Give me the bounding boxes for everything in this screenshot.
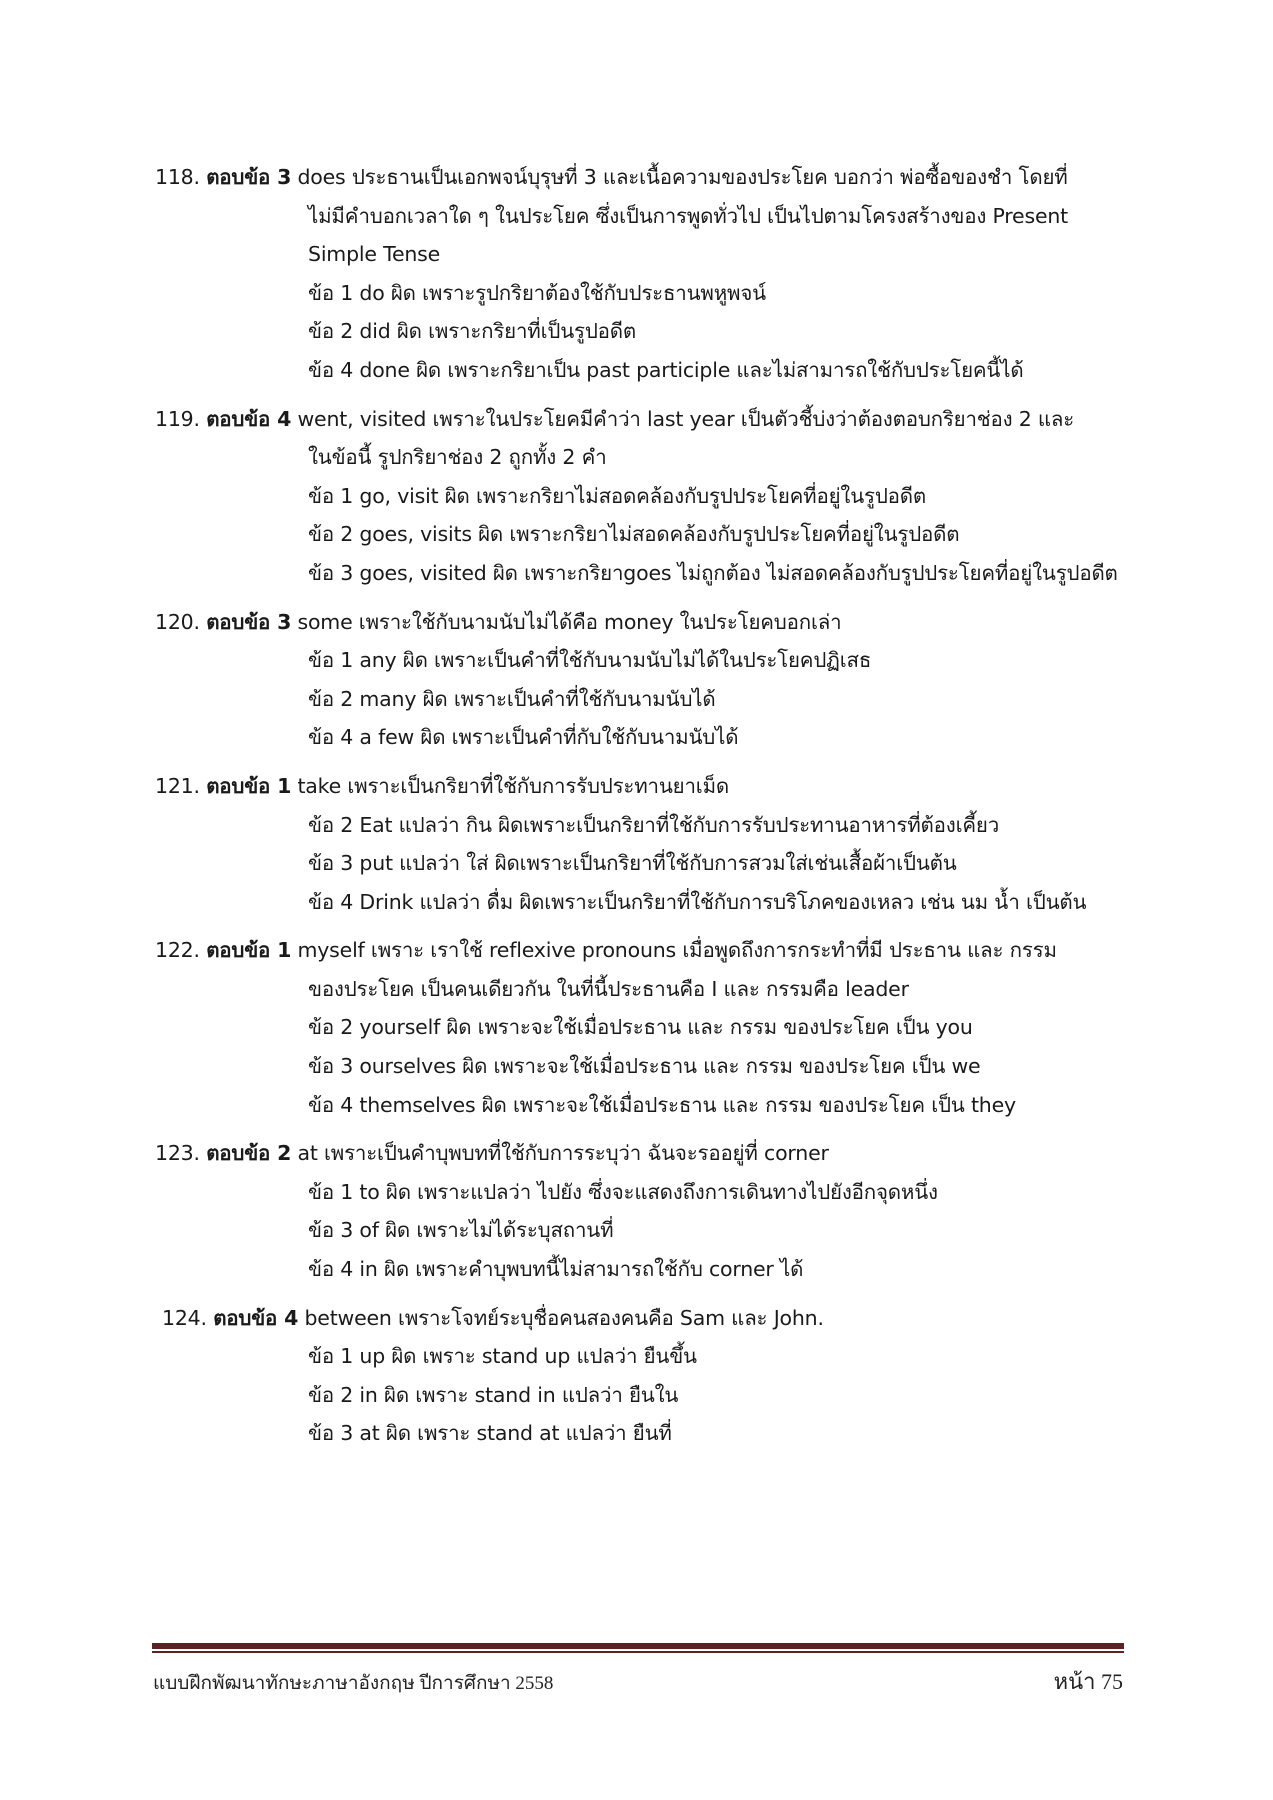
wrong-choice-explanation: ข้อ 1 any ผิด เพราะเป็นคำที่ใช้กับนามนับไม่ได้ในประโยคปฏิเสธ [308,648,872,673]
answer-explanation: take เพราะเป็นกริยาที่ใช้กับการรับประทานยาเม็ด [291,773,730,798]
answer-label: ตอบข้อ 1 [206,938,292,963]
footer-divider-thin [152,1651,1124,1653]
wrong-choice-explanation: ข้อ 1 up ผิด เพราะ stand up แปลว่า ยืนขึ้น [308,1344,697,1369]
item-heading [155,603,1135,642]
wrong-choice-explanation: ข้อ 3 ourselves ผิด เพราะจะใช้เมื่อประธาน และ กรรม ของประโยค เป็น we [308,1054,981,1079]
answer-item-123 [155,1134,1135,1288]
item-heading [155,400,1135,439]
answer-explanation: between เพราะโจทย์ระบุชื่อคนสองคนคือ Sam และ John. [298,1305,824,1330]
answer-label: ตอบข้อ 3 [206,165,292,189]
wrong-choice-explanation: ข้อ 2 yourself ผิด เพราะจะใช้เมื่อประธาน และ กรรม ของประโยค เป็น you [308,1015,973,1040]
explanation-continuation: ในข้อนี้ รูปกริยาช่อง 2 ถูกทั้ง 2 คำ [308,445,607,470]
answer-explanation: does ประธานเป็นเอกพจน์บุรุษที่ 3 และเนื้อความของประโยค บอกว่า พ่อซื้อของชำ โดยที่ [291,165,1068,189]
answer-label: ตอบข้อ 4 [213,1305,299,1330]
wrong-choice-explanation: ข้อ 1 do ผิด เพราะรูปกริยาต้องใช้กับประธานพหูพจน์ [308,280,766,305]
answer-item-118 [155,158,1135,390]
item-heading [155,767,1135,806]
wrong-choice-explanation: ข้อ 2 in ผิด เพราะ stand in แปลว่า ยืนใน [308,1382,679,1407]
wrong-choice-explanation: ข้อ 3 of ผิด เพราะไม่ได้ระบุสถานที่ [308,1218,614,1243]
explanation-continuation: ของประโยค เป็นคนเดียวกัน ในที่นี้ประธานคือ I และ กรรมคือ leader [308,976,909,1001]
item-number: 123. [155,1141,200,1166]
answer-item-121 [155,767,1135,921]
explanation-continuation: Simple Tense [308,242,441,267]
wrong-choice-explanation: ข้อ 1 go, visit ผิด เพราะกริยาไม่สอดคล้องกับรูปประโยคที่อยู่ในรูปอดีต [308,483,926,508]
wrong-choice-explanation: ข้อ 4 in ผิด เพราะคำบุพบทนี้ไม่สามารถใช้กับ corner ได้ [308,1257,804,1282]
answer-label: ตอบข้อ 1 [206,773,292,798]
page-number: หน้า 75 [1053,1669,1123,1694]
wrong-choice-explanation: ข้อ 2 goes, visits ผิด เพราะกริยาไม่สอดคล้องกับรูปประโยคที่อยู่ในรูปอดีต [308,522,960,547]
wrong-choice-explanation: ข้อ 1 to ผิด เพราะแปลว่า ไปยัง ซึ่งจะแสดงถึงการเดินทางไปยังอีกจุดหนึ่ง [308,1179,938,1204]
wrong-choice-explanation: ข้อ 3 at ผิด เพราะ stand at แปลว่า ยืนที่ [308,1421,672,1446]
item-heading [155,1299,1135,1338]
answer-explanation: at เพราะเป็นคำบุพบทที่ใช้กับการระบุว่า ฉันจะรออยู่ที่ corner [291,1141,829,1166]
answer-item-119 [155,400,1135,593]
item-number: 118. [155,165,200,189]
wrong-choice-explanation: ข้อ 4 themselves ผิด เพราะจะใช้เมื่อประธาน และ กรรม ของประโยค เป็น they [308,1092,1016,1117]
answer-item-124 [155,1299,1135,1453]
wrong-choice-explanation: ข้อ 4 Drink แปลว่า ดื่ม ผิดเพราะเป็นกริยาที่ใช้กับการบริโภคของเหลว เช่น นม น้ำ เป็นต้น [308,889,1087,914]
answer-label: ตอบข้อ 2 [206,1141,292,1166]
item-heading [155,1134,1135,1173]
footer-divider-thick [152,1643,1124,1649]
answer-explanation: some เพราะใช้กับนามนับไม่ได้คือ money ในประโยคบอกเล่า [291,609,842,634]
answer-item-122 [155,931,1135,1124]
answer-explanation: went, visited เพราะในประโยคมีคำว่า last year เป็นตัวชี้บ่งว่าต้องตอบกริยาช่อง 2 และ [291,406,1075,431]
footer-title: แบบฝึกพัฒนาทักษะภาษาอังกฤษ ปีการศึกษา 2558 [153,1673,554,1694]
explanation-continuation: ไม่มีคำบอกเวลาใด ๆ ในประโยค ซึ่งเป็นการพูดทั่วไป เป็นไปตามโครงสร้างของ Present [308,203,1068,228]
wrong-choice-explanation: ข้อ 4 done ผิด เพราะกริยาเป็น past participle และไม่สามารถใช้กับประโยคนี้ได้ [308,357,1024,382]
answer-label: ตอบข้อ 3 [206,609,292,634]
item-number: 119. [155,406,200,431]
item-number: 122. [155,938,200,963]
item-number: 120. [155,609,200,634]
wrong-choice-explanation: ข้อ 3 put แปลว่า ใส่ ผิดเพราะเป็นกริยาที่ใช้กับการสวมใส่เช่นเสื้อผ้าเป็นต้น [308,851,957,876]
answer-explanations [155,158,1135,1463]
item-number: 121. [155,773,200,798]
wrong-choice-explanation: ข้อ 2 did ผิด เพราะกริยาที่เป็นรูปอดีต [308,319,636,344]
wrong-choice-explanation: ข้อ 4 a few ผิด เพราะเป็นคำที่กับใช้กับนามนับได้ [308,725,739,750]
answer-label: ตอบข้อ 4 [206,406,292,431]
wrong-choice-explanation: ข้อ 2 many ผิด เพราะเป็นคำที่ใช้กับนามนับได้ [308,686,716,711]
item-number: 124. [162,1305,207,1330]
item-heading [155,158,1135,197]
answer-item-120 [155,603,1135,757]
wrong-choice-explanation: ข้อ 3 goes, visited ผิด เพราะกริยาgoes ไม่ถูกต้อง ไม่สอดคล้องกับรูปประโยคที่อยู่ในรูปอดีต [308,560,1118,585]
item-heading [155,931,1135,970]
answer-explanation: myself เพราะ เราใช้ reflexive pronouns เมื่อพูดถึงการกระทำที่มี ประธาน และ กรรม [291,938,1057,963]
wrong-choice-explanation: ข้อ 2 Eat แปลว่า กิน ผิดเพราะเป็นกริยาที่ใช้กับการรับประทานอาหารที่ต้องเคี้ยว [308,812,1000,837]
